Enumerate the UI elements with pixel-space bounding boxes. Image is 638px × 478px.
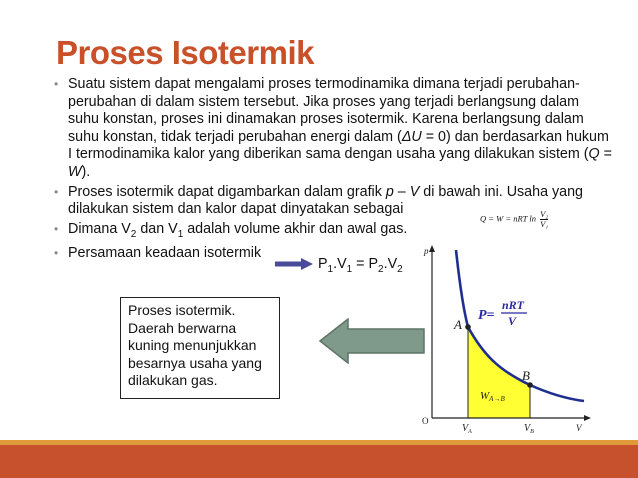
va-label: $V_A$ xyxy=(462,423,472,435)
bullet-dot-icon: • xyxy=(54,246,59,261)
bullet-item: • Suatu sistem dapat mengalami proses termodinamika dimana terjadi perubahan-perubahan di dalam sistem tersebut. Jika proses yang terjadi berlangsung dalam suhu konstan, proses ini dinamakan proses isotermik. Karena berlangsung dalam suhu konstan, tidak terjadi perubahan energi dalam (ΔU = 0) dan berdasarkan hukum I termodinamika kalor yang diberikan sama dengan usaha yang dilakukan sistem (Q = W). xyxy=(54,76,612,180)
work-label: WA→B xyxy=(480,390,505,403)
bullet-dot-icon: • xyxy=(54,221,59,236)
pressure-eq-num: nRT xyxy=(502,298,525,312)
bullet-item: • Dimana $V_2$ dan $V_1$ adalah volume akhir dan awal gas. xyxy=(54,220,408,240)
bullet-item: • Proses isotermik dapat digambarkan dalam grafik p – V di bawah ini. Usaha yang dilakukan sistem dan kalor dapat dinyatakan sebagai xyxy=(54,183,583,218)
point-a-label: A xyxy=(454,317,462,332)
volume-ratio: $\frac{\text{V₂}}{\text{V₁}}$ xyxy=(540,209,549,229)
work-formula: Q = W = nRT ln $\frac{\text{V₂}}{\text{V₁}}$ xyxy=(480,209,549,229)
slide-title: Proses Isotermik xyxy=(56,34,314,71)
origin-label: O xyxy=(422,416,429,426)
pressure-eq-lhs: P= xyxy=(478,308,495,323)
point-b-label: B xyxy=(522,368,530,383)
explanation-box: Proses isotermik. Daerah berwarna kuning menunjukkan besarnya usaha yang dilakukan gas. xyxy=(120,297,280,399)
bullet-dot-icon: • xyxy=(54,77,59,91)
v-axis-label: V xyxy=(576,423,582,433)
point-b xyxy=(527,382,533,388)
bullet-list xyxy=(52,76,612,265)
point-a xyxy=(465,324,471,330)
isothermal-equation: $P_1.V_1 = P_2.V_2$ xyxy=(318,256,403,275)
bullet-dot-icon: • xyxy=(54,184,59,199)
pressure-eq-den: V xyxy=(508,314,517,328)
bullet-item: • Persamaan keadaan isotermik xyxy=(54,245,262,262)
left-arrow-icon xyxy=(318,318,426,364)
pv-graph xyxy=(418,242,594,440)
vb-label: $V_B$ xyxy=(524,423,534,435)
right-arrow-icon xyxy=(275,258,313,270)
p-axis-label: p xyxy=(424,246,429,256)
footer-bar xyxy=(0,445,638,478)
